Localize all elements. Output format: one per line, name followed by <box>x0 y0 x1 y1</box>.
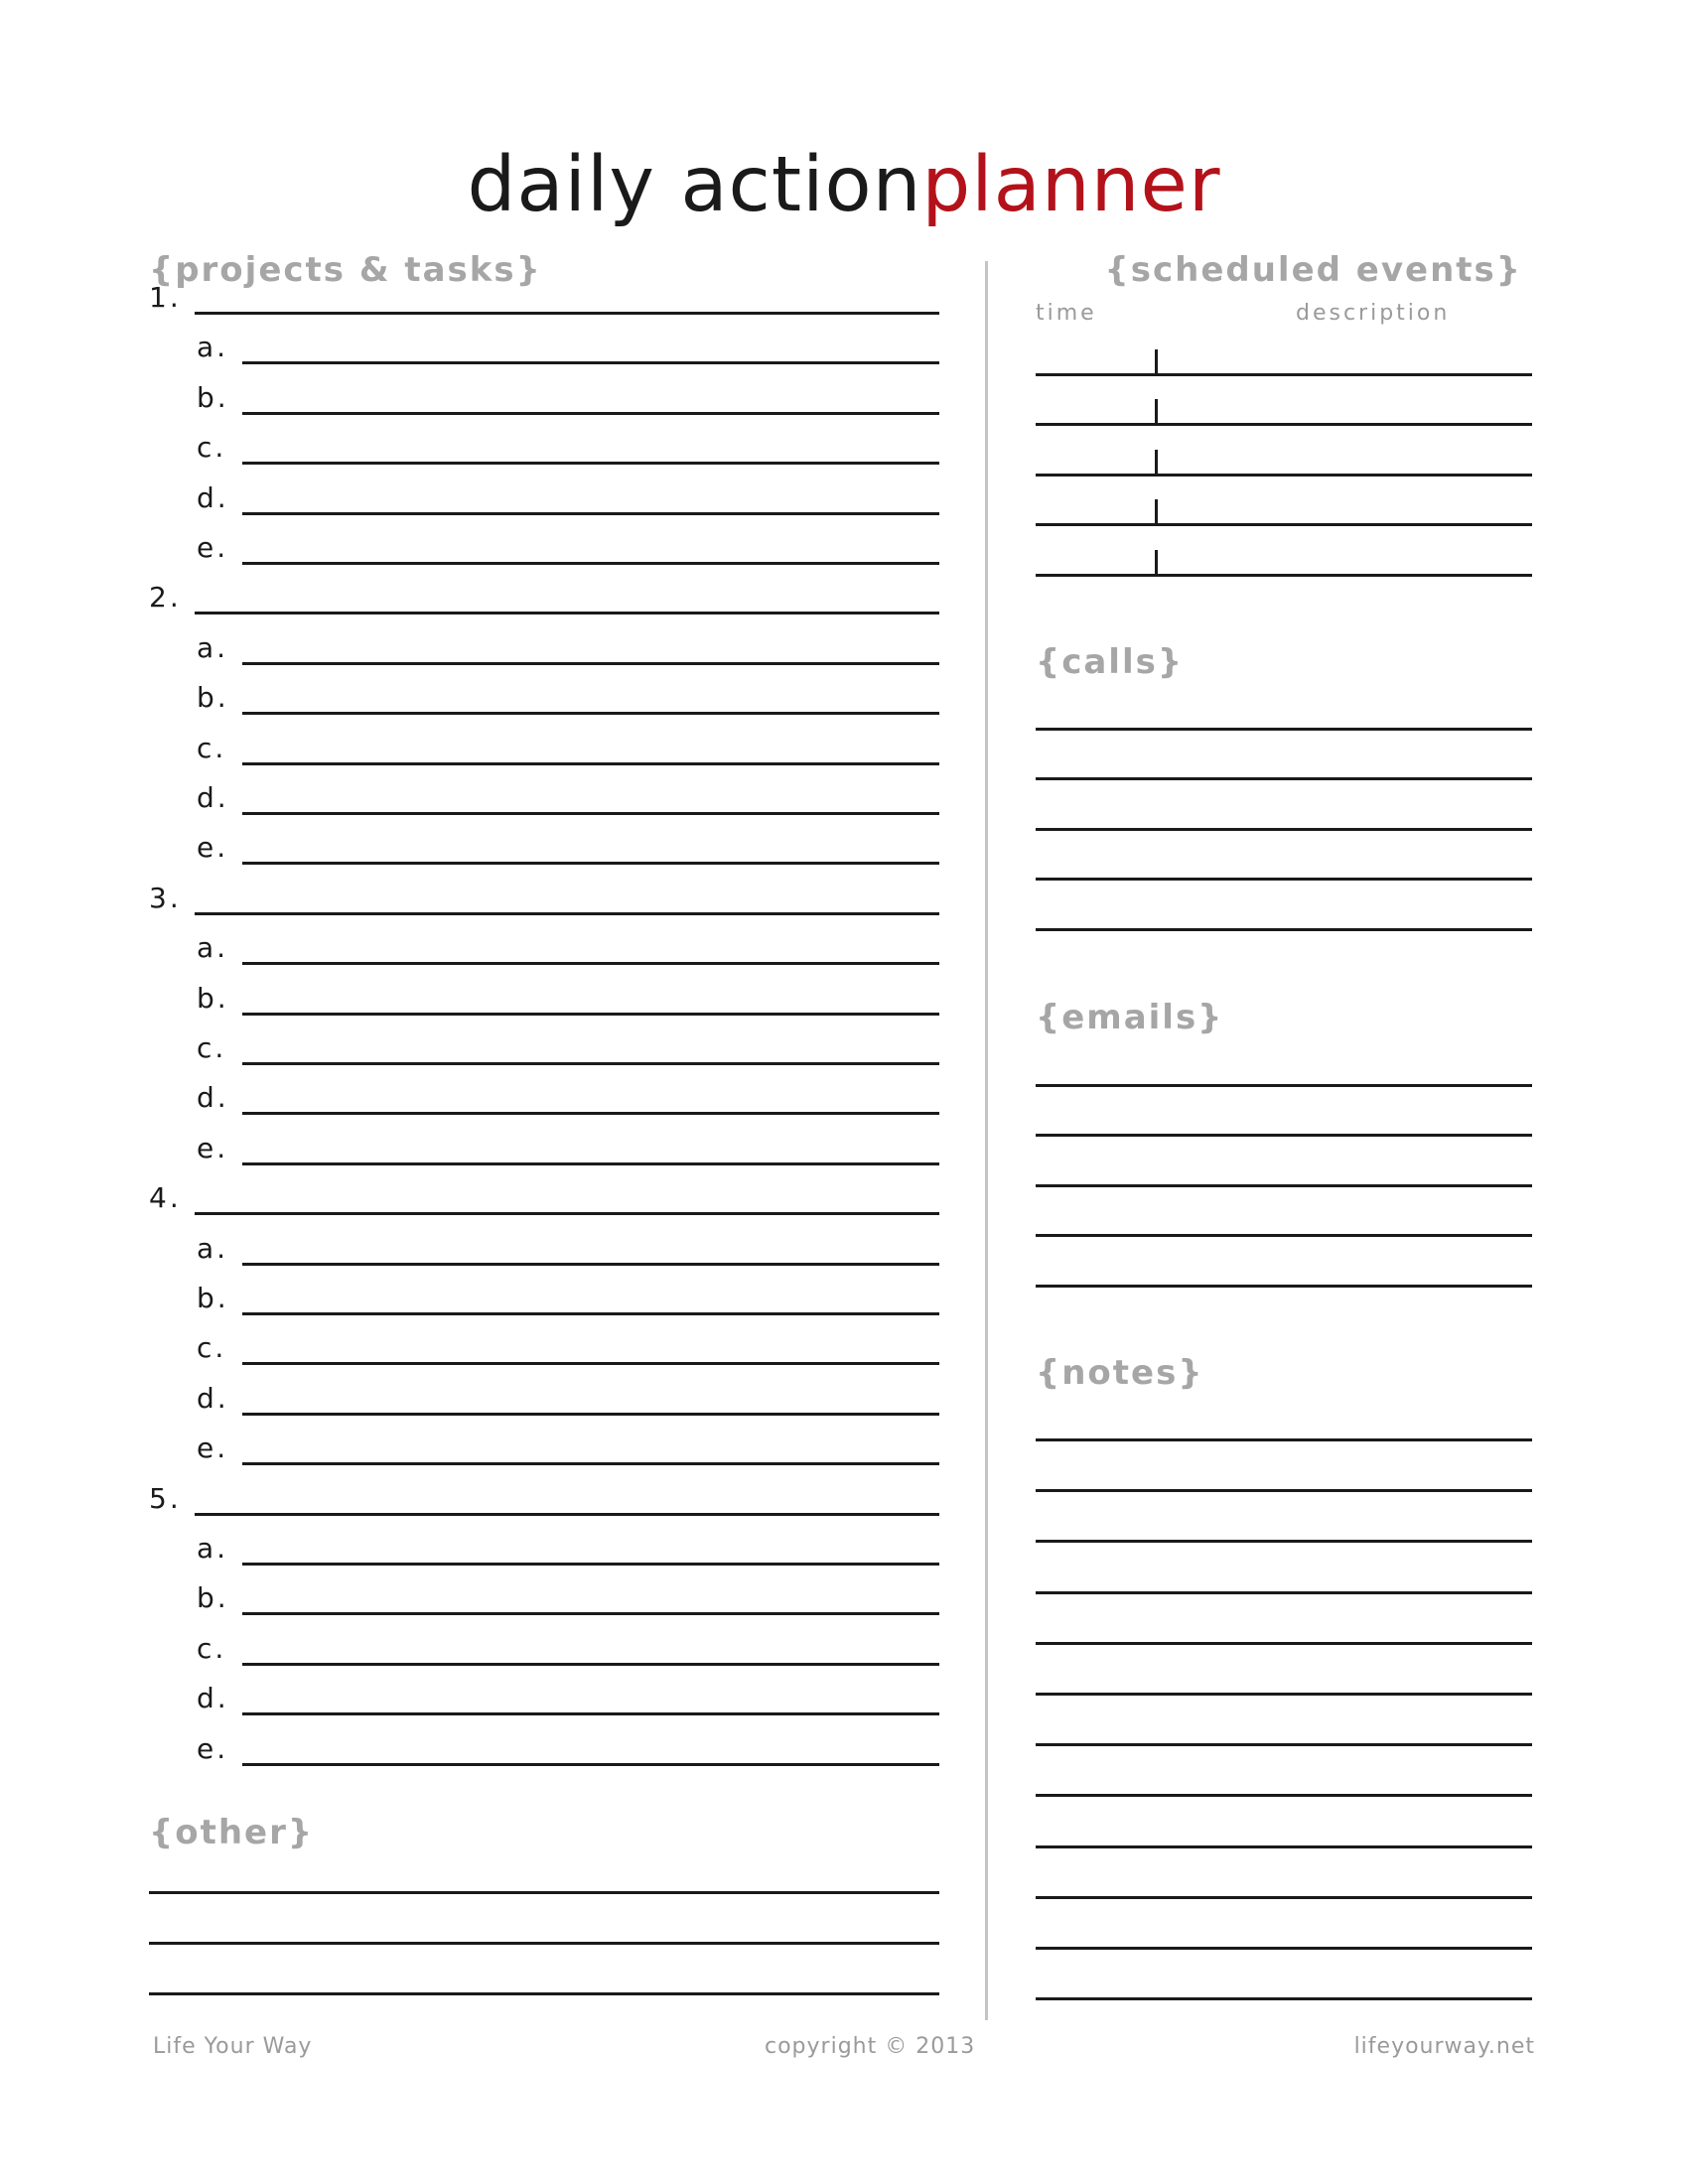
subtask-line[interactable] <box>242 1563 939 1566</box>
subtask-line[interactable] <box>242 1612 939 1615</box>
scheduled-events-heading: {scheduled events} <box>1104 250 1522 290</box>
note-line[interactable] <box>1036 1794 1532 1797</box>
subtask-label: c. <box>197 1631 227 1665</box>
note-line[interactable] <box>1036 1438 1532 1441</box>
description-column-label: description <box>1296 301 1451 326</box>
task-line[interactable] <box>195 912 939 915</box>
column-divider <box>985 261 988 2020</box>
subtask-line[interactable] <box>242 412 939 415</box>
subtask-line[interactable] <box>242 762 939 765</box>
subtask-line[interactable] <box>242 1712 939 1715</box>
call-line[interactable] <box>1036 777 1532 780</box>
subtask-line[interactable] <box>242 1763 939 1766</box>
note-line[interactable] <box>1036 1896 1532 1899</box>
note-line[interactable] <box>1036 1489 1532 1492</box>
subtask-line[interactable] <box>242 1162 939 1165</box>
email-line[interactable] <box>1036 1285 1532 1288</box>
subtask-line[interactable] <box>242 712 939 715</box>
subtask-line[interactable] <box>242 1312 939 1315</box>
subtask-label: b. <box>197 1282 229 1314</box>
task-number: 3. <box>149 881 182 914</box>
task-number: 2. <box>149 581 182 614</box>
subtask-label: e. <box>197 831 229 865</box>
subtask-label: c. <box>197 1031 227 1064</box>
subtask-label: b. <box>197 981 229 1015</box>
note-line[interactable] <box>1036 1997 1532 2000</box>
subtask-label: d. <box>197 781 229 814</box>
time-description-separator <box>1155 550 1158 576</box>
subtask-label: c. <box>197 431 227 465</box>
subtask-label: d. <box>197 1381 229 1415</box>
subtask-line[interactable] <box>242 1112 939 1115</box>
subtask-label: d. <box>197 480 229 514</box>
subtask-label: a. <box>197 1532 229 1565</box>
task-line[interactable] <box>195 312 939 315</box>
email-line[interactable] <box>1036 1234 1532 1237</box>
scheduled-event-line[interactable] <box>1036 474 1532 477</box>
subtask-line[interactable] <box>242 1413 939 1416</box>
subtask-label: d. <box>197 1682 229 1715</box>
email-line[interactable] <box>1036 1134 1532 1137</box>
subtask-label: a. <box>197 630 229 664</box>
time-description-separator <box>1155 499 1158 525</box>
subtask-label: e. <box>197 1432 229 1465</box>
emails-heading: {emails} <box>1036 998 1224 1037</box>
subtask-line[interactable] <box>242 1263 939 1266</box>
subtask-line[interactable] <box>242 1362 939 1365</box>
call-line[interactable] <box>1036 828 1532 831</box>
call-line[interactable] <box>1036 878 1532 881</box>
scheduled-event-line[interactable] <box>1036 574 1532 577</box>
note-line[interactable] <box>1036 1743 1532 1746</box>
subtask-label: a. <box>197 1231 229 1265</box>
calls-heading: {calls} <box>1036 642 1185 682</box>
subtask-label: d. <box>197 1081 229 1115</box>
time-description-separator <box>1155 399 1158 425</box>
subtask-label: b. <box>197 681 229 715</box>
email-line[interactable] <box>1036 1184 1532 1187</box>
other-heading: {other} <box>149 1813 315 1852</box>
other-line[interactable] <box>149 1891 939 1894</box>
other-line[interactable] <box>149 1992 939 1995</box>
subtask-line[interactable] <box>242 462 939 465</box>
subtask-label: b. <box>197 380 229 414</box>
subtask-label: e. <box>197 531 229 564</box>
subtask-line[interactable] <box>242 1663 939 1666</box>
subtask-label: a. <box>197 331 229 364</box>
task-number: 1. <box>149 281 182 314</box>
note-line[interactable] <box>1036 1591 1532 1594</box>
scheduled-event-line[interactable] <box>1036 423 1532 426</box>
scheduled-event-line[interactable] <box>1036 523 1532 526</box>
subtask-line[interactable] <box>242 662 939 665</box>
subtask-line[interactable] <box>242 812 939 815</box>
note-line[interactable] <box>1036 1693 1532 1696</box>
time-column-label: time <box>1036 301 1097 326</box>
note-line[interactable] <box>1036 1845 1532 1848</box>
subtask-line[interactable] <box>242 1013 939 1016</box>
subtask-label: e. <box>197 1131 229 1164</box>
other-line[interactable] <box>149 1942 939 1945</box>
task-line[interactable] <box>195 1513 939 1516</box>
subtask-label: b. <box>197 1581 229 1615</box>
subtask-line[interactable] <box>242 962 939 965</box>
task-number: 5. <box>149 1481 182 1515</box>
task-number: 4. <box>149 1181 182 1215</box>
call-line[interactable] <box>1036 928 1532 931</box>
subtask-line[interactable] <box>242 562 939 565</box>
subtask-label: a. <box>197 931 229 965</box>
page-title <box>0 141 1688 230</box>
note-line[interactable] <box>1036 1947 1532 1950</box>
title-accent: planner <box>921 141 1221 229</box>
subtask-line[interactable] <box>242 1062 939 1065</box>
task-line[interactable] <box>195 612 939 614</box>
footer-website: lifeyourway.net <box>1353 2034 1535 2059</box>
footer-brand: Life Your Way <box>153 2034 313 2059</box>
email-line[interactable] <box>1036 1084 1532 1087</box>
task-line[interactable] <box>195 1212 939 1215</box>
subtask-line[interactable] <box>242 512 939 515</box>
subtask-line[interactable] <box>242 1462 939 1465</box>
subtask-label: e. <box>197 1731 229 1765</box>
time-description-separator <box>1155 450 1158 476</box>
note-line[interactable] <box>1036 1540 1532 1543</box>
scheduled-event-line[interactable] <box>1036 373 1532 376</box>
time-description-separator <box>1155 349 1158 375</box>
footer-copyright: copyright © 2013 <box>765 2034 976 2059</box>
subtask-line[interactable] <box>242 361 939 364</box>
call-line[interactable] <box>1036 728 1532 731</box>
notes-heading: {notes} <box>1036 1353 1204 1393</box>
title-main: daily action <box>467 141 922 229</box>
subtask-label: c. <box>197 1331 227 1365</box>
subtask-line[interactable] <box>242 862 939 865</box>
subtask-label: c. <box>197 731 227 764</box>
projects-heading: {projects & tasks} <box>149 250 542 290</box>
note-line[interactable] <box>1036 1642 1532 1645</box>
